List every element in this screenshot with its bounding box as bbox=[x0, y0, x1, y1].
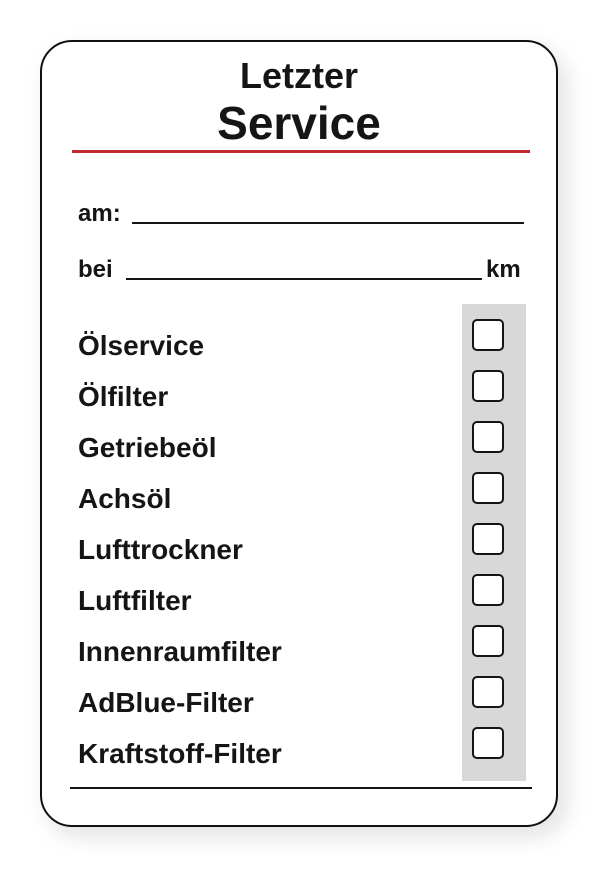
item-label: Ölfilter bbox=[78, 381, 169, 412]
checklist-item bbox=[78, 686, 518, 736]
checklist-item bbox=[78, 380, 518, 430]
item-label: Getriebeöl bbox=[78, 432, 217, 463]
checklist-item bbox=[78, 584, 518, 634]
date-label: am: bbox=[78, 200, 121, 227]
item-label: Luftfilter bbox=[78, 585, 192, 616]
item-label: Lufttrockner bbox=[78, 534, 243, 565]
item-checkbox[interactable] bbox=[472, 523, 504, 555]
item-label: Achsöl bbox=[78, 483, 172, 514]
title-line-1: Letzter bbox=[239, 55, 359, 96]
item-checkbox[interactable] bbox=[472, 574, 504, 606]
checklist-item bbox=[78, 737, 518, 787]
title-divider bbox=[72, 150, 530, 153]
title-line-2: Service bbox=[217, 97, 381, 149]
mileage-label: bei bbox=[78, 256, 113, 283]
checklist-item bbox=[78, 533, 518, 583]
date-input-line[interactable] bbox=[132, 222, 524, 224]
item-checkbox[interactable] bbox=[472, 625, 504, 657]
item-label: Innenraumfilter bbox=[78, 636, 282, 667]
checklist-item bbox=[78, 635, 518, 685]
item-checkbox[interactable] bbox=[472, 370, 504, 402]
mileage-unit: km bbox=[486, 256, 521, 283]
item-label: AdBlue-Filter bbox=[78, 687, 254, 718]
item-checkbox[interactable] bbox=[472, 319, 504, 351]
checklist-item bbox=[78, 482, 518, 532]
item-checkbox[interactable] bbox=[472, 472, 504, 504]
item-label: Ölservice bbox=[78, 330, 205, 361]
bottom-divider bbox=[70, 787, 532, 789]
item-checkbox[interactable] bbox=[472, 421, 504, 453]
checklist-item bbox=[78, 329, 518, 379]
checklist-item bbox=[78, 431, 518, 481]
service-sticker bbox=[40, 40, 558, 827]
item-checkbox[interactable] bbox=[472, 676, 504, 708]
mileage-input-line[interactable] bbox=[126, 278, 482, 280]
item-checkbox[interactable] bbox=[472, 727, 504, 759]
item-label: Kraftstoff-Filter bbox=[78, 738, 282, 769]
